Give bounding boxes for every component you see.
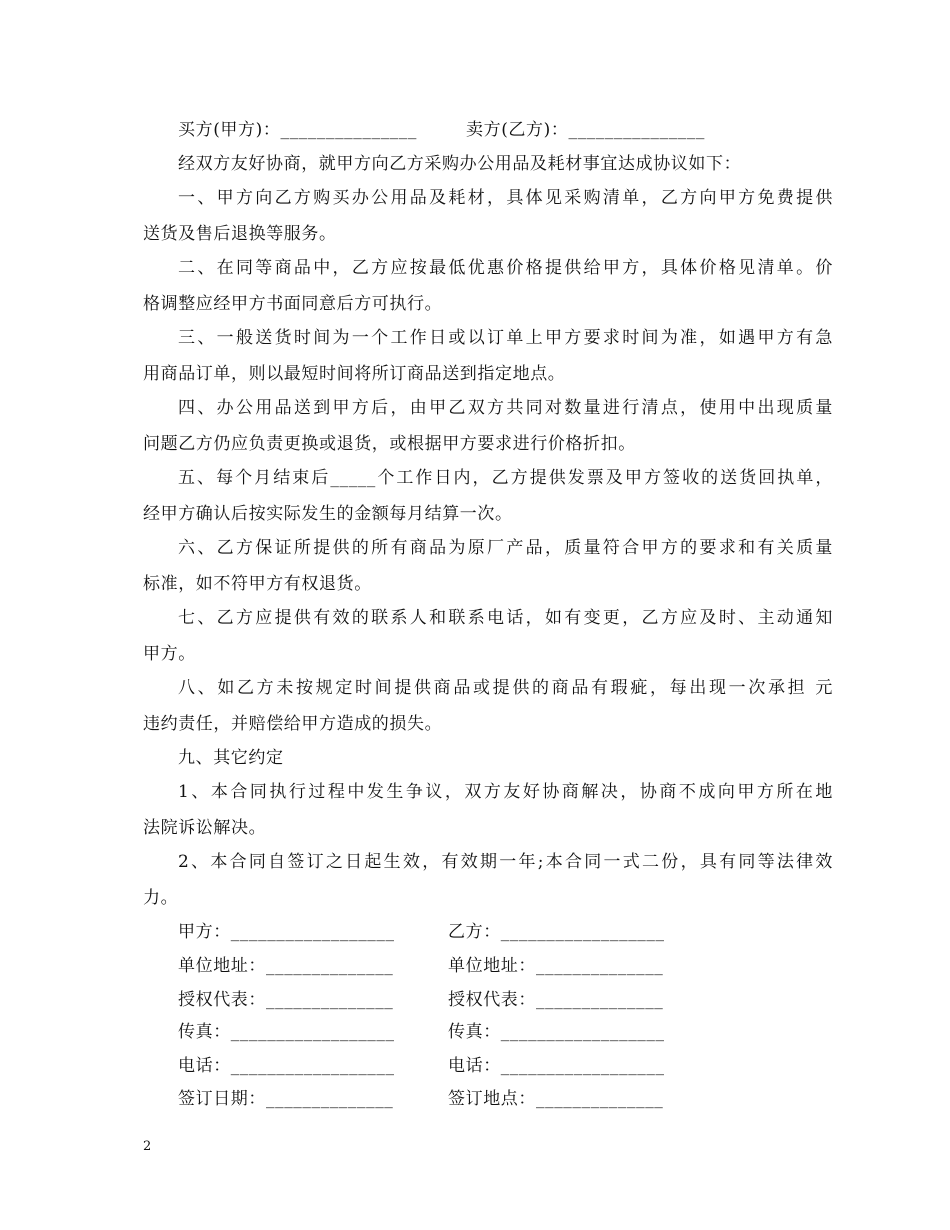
party-a-phone-field: 电话：__________________: [178, 1056, 395, 1076]
clause-6-line-2: 标准，如不符甲方有权退货。: [143, 574, 372, 594]
clause-2-line-1: 二、在同等商品中，乙方应按最低优惠价格提供给甲方，具体价格见清单。价: [178, 258, 833, 278]
other-item-2-line-1: 2、本合同自签订之日起生效，有效期一年;本合同一式二份，具有同等法律效: [178, 852, 833, 872]
clause-2-line-2: 格调整应经甲方书面同意后方可执行。: [143, 294, 443, 314]
clause-4-line-1: 四、办公用品送到甲方后，由甲乙双方共同对数量进行清点，使用中出现质量: [178, 398, 833, 418]
party-b-field: 乙方：__________________: [448, 922, 665, 942]
other-provisions-heading: 九、其它约定: [178, 748, 284, 768]
other-item-1-line-1: 1、本合同执行过程中发生争议，双方友好协商解决，协商不成向甲方所在地: [178, 782, 833, 802]
party-a-representative-field: 授权代表：______________: [178, 990, 394, 1010]
clause-1-line-2: 送货及售后退换等服务。: [143, 224, 337, 244]
clause-3-line-2: 用商品订单，则以最短时间将所订商品送到指定地点。: [143, 364, 566, 384]
party-b-phone-field: 电话：__________________: [448, 1056, 665, 1076]
clause-3-line-1: 三、一般送货时间为一个工作日或以订单上甲方要求时间为准，如遇甲方有急: [178, 328, 833, 348]
clause-4-line-2: 问题乙方仍应负责更换或退货，或根据甲方要求进行价格折扣。: [143, 434, 636, 454]
party-b-representative-field: 授权代表：______________: [448, 990, 664, 1010]
party-a-field: 甲方：__________________: [178, 922, 395, 942]
party-a-address-field: 单位地址：______________: [178, 956, 394, 976]
party-b-address-field: 单位地址：______________: [448, 956, 664, 976]
other-item-2-line-2: 力。: [143, 888, 179, 908]
clause-8-line-2: 违约责任，并赔偿给甲方造成的损失。: [143, 714, 443, 734]
clause-1-line-1: 一、甲方向乙方购买办公用品及耗材，具体见采购清单，乙方向甲方免费提供: [178, 188, 833, 208]
page-number: 2: [143, 1139, 152, 1154]
seller-line: 卖方(乙方)：_______________: [466, 120, 705, 140]
clause-7-line-2: 甲方。: [143, 644, 196, 664]
clause-8-line-1: 八、如乙方未按规定时间提供商品或提供的商品有瑕疵，每出现一次承担 元: [178, 678, 833, 698]
clause-7-line-1: 七、乙方应提供有效的联系人和联系电话，如有变更，乙方应及时、主动通知: [178, 608, 833, 628]
clause-6-line-1: 六、乙方保证所提供的所有商品为原厂产品，质量符合甲方的要求和有关质量: [178, 538, 833, 558]
intro-paragraph: 经双方友好协商，就甲方向乙方采购办公用品及耗材事宜达成协议如下：: [178, 154, 742, 174]
other-item-1-line-2: 法院诉讼解决。: [143, 818, 267, 838]
clause-5-line-1: 五、每个月结束后_____个工作日内，乙方提供发票及甲方签收的送货回执单，: [178, 468, 833, 488]
signing-place-field: 签订地点：______________: [448, 1089, 664, 1109]
buyer-line: 买方(甲方)：_______________: [178, 120, 417, 140]
party-a-fax-field: 传真：__________________: [178, 1022, 395, 1042]
signing-date-field: 签订日期：______________: [178, 1089, 394, 1109]
clause-5-line-2: 经甲方确认后按实际发生的金额每月结算一次。: [143, 504, 513, 524]
party-b-fax-field: 传真：__________________: [448, 1022, 665, 1042]
